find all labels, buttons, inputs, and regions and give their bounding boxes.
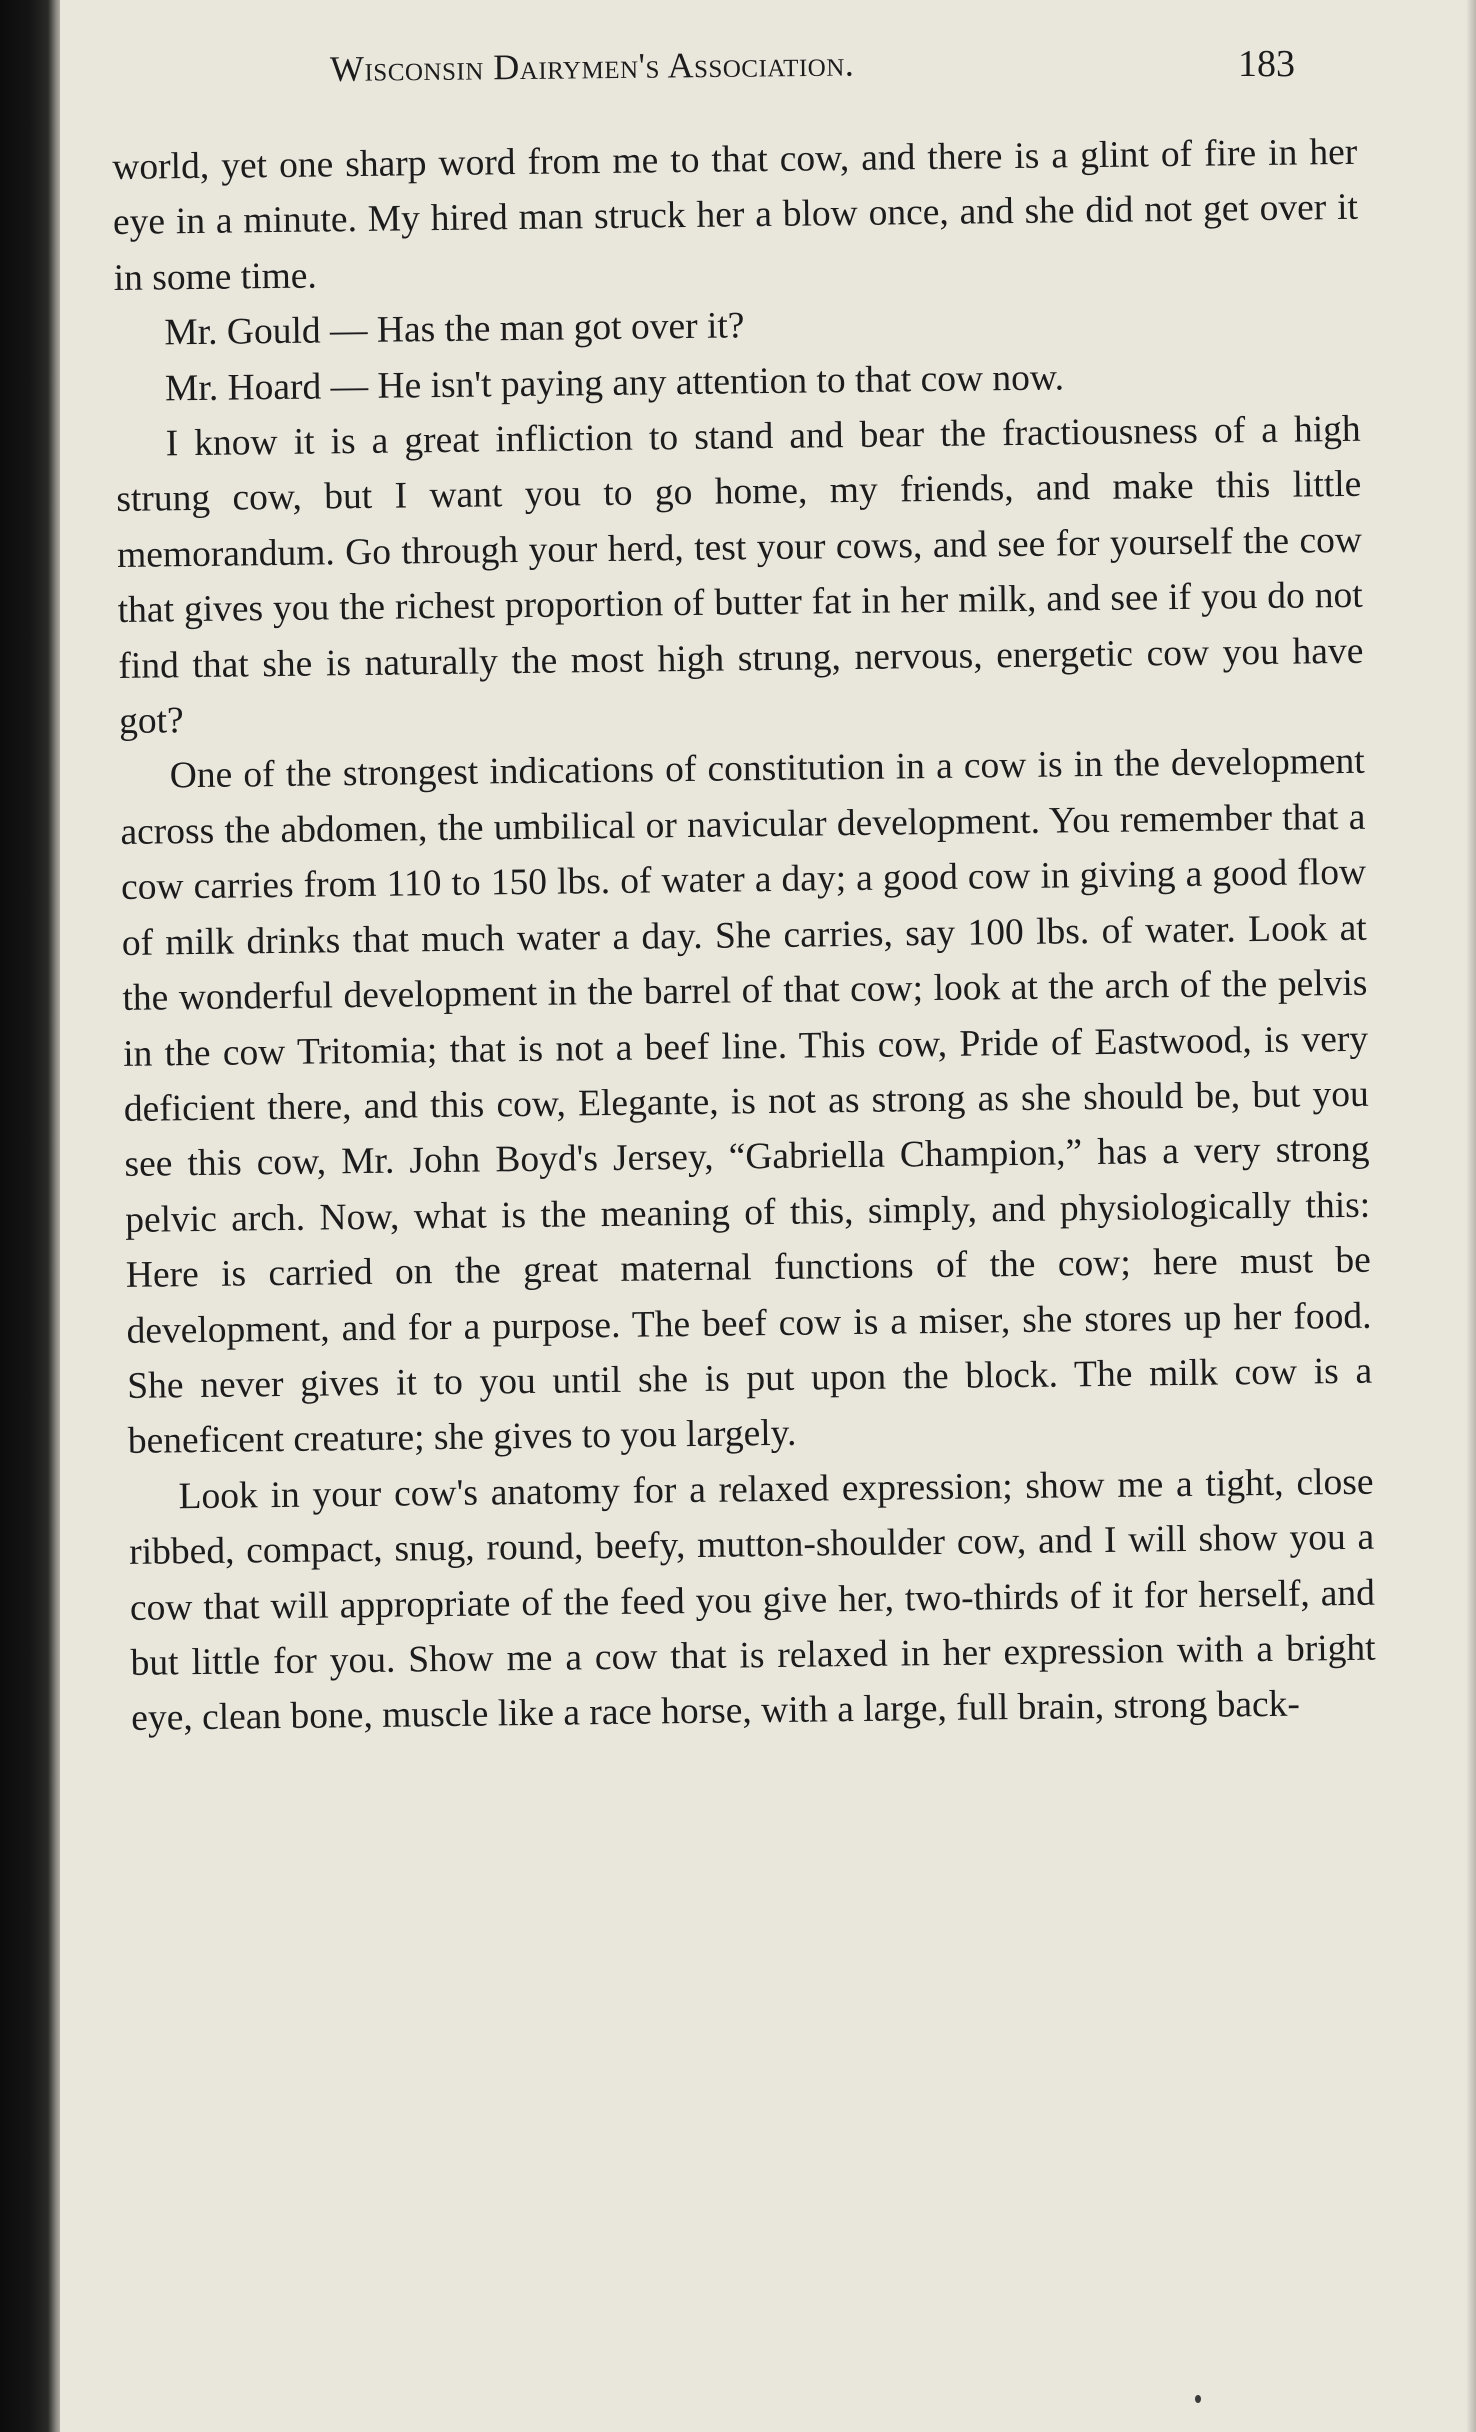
page-header xyxy=(0,42,1476,122)
paper-speck xyxy=(1195,2395,1201,2403)
body-text xyxy=(112,125,1377,1747)
book-spine-shadow xyxy=(0,0,60,2432)
paragraph-hoard-reply: Mr. Hoard — He isn't paying any attention to that cow now. xyxy=(164,357,1065,409)
page-number: 183 xyxy=(1238,43,1295,85)
paragraph-constitution: One of the strongest indications of constitution in a cow is in the development across the abdomen, the umbilical or navicular development. You remember that a cow carries from 110 to 150 lbs. of water a day; a good cow in giving a good flow of milk drinks that much water a day. She carries, say 100 lbs. of water. Look at the wonderful development in the barrel of that cow; look at the arch of the pelvis in the cow Tritomia; that is not a beef line. This cow, Pride of Eastwood, is very deficient there, and this cow, Elegante, is not as strong as she should be, but you see this cow, Mr. John Boyd's Jersey, “Gabriella Champion,” has a very strong pelvic arch. Now, what is the meaning of this, simply, and physiologically this: Here is carried on the great maternal functions of the cow; here must be development, and for a purpose. The beef cow is a miser, she stores up her food. She never gives it to you until she is put upon the block. The milk cow is a beneficent creature; she gives to you largely. xyxy=(120,741,1373,1463)
paragraph-anatomy: Look in your cow's anatomy for a relaxed expression; show me a tight, close ribbed, compact, snug, round, beefy, mutton-shoulder cow, and I will show you a cow that will appropriate of the feed you give her, two-thirds of it for herself, and but little for you. Show me a cow that is relaxed in her expression with a bright eye, clean bone, muscle like a race horse, with a large, full brain, strong back- xyxy=(129,1461,1376,1740)
running-head: Wisconsin Dairymen's Association. xyxy=(329,43,855,89)
paragraph-gould-question: Mr. Gould — Has the man got over it? xyxy=(164,305,745,354)
paragraph-continuation: world, yet one sharp word from me to that cow, and there is a glint of fire in her eye in a minute. My hired man struck her a blow once, and she did not get over it in some time. xyxy=(112,131,1359,299)
page-edge xyxy=(1466,0,1476,2432)
paragraph-high-strung-cow: I know it is a great infliction to stand and bear the fractiousness of a high strung cow, but I want you to go home, my friends, and make this little memorandum. Go through your herd, test your cows, and see for yourself the cow that gives you the richest proportion of butter fat in her milk, and see if you do not find that she is naturally the most high strung, nervous, energetic cow you have got? xyxy=(116,408,1364,743)
